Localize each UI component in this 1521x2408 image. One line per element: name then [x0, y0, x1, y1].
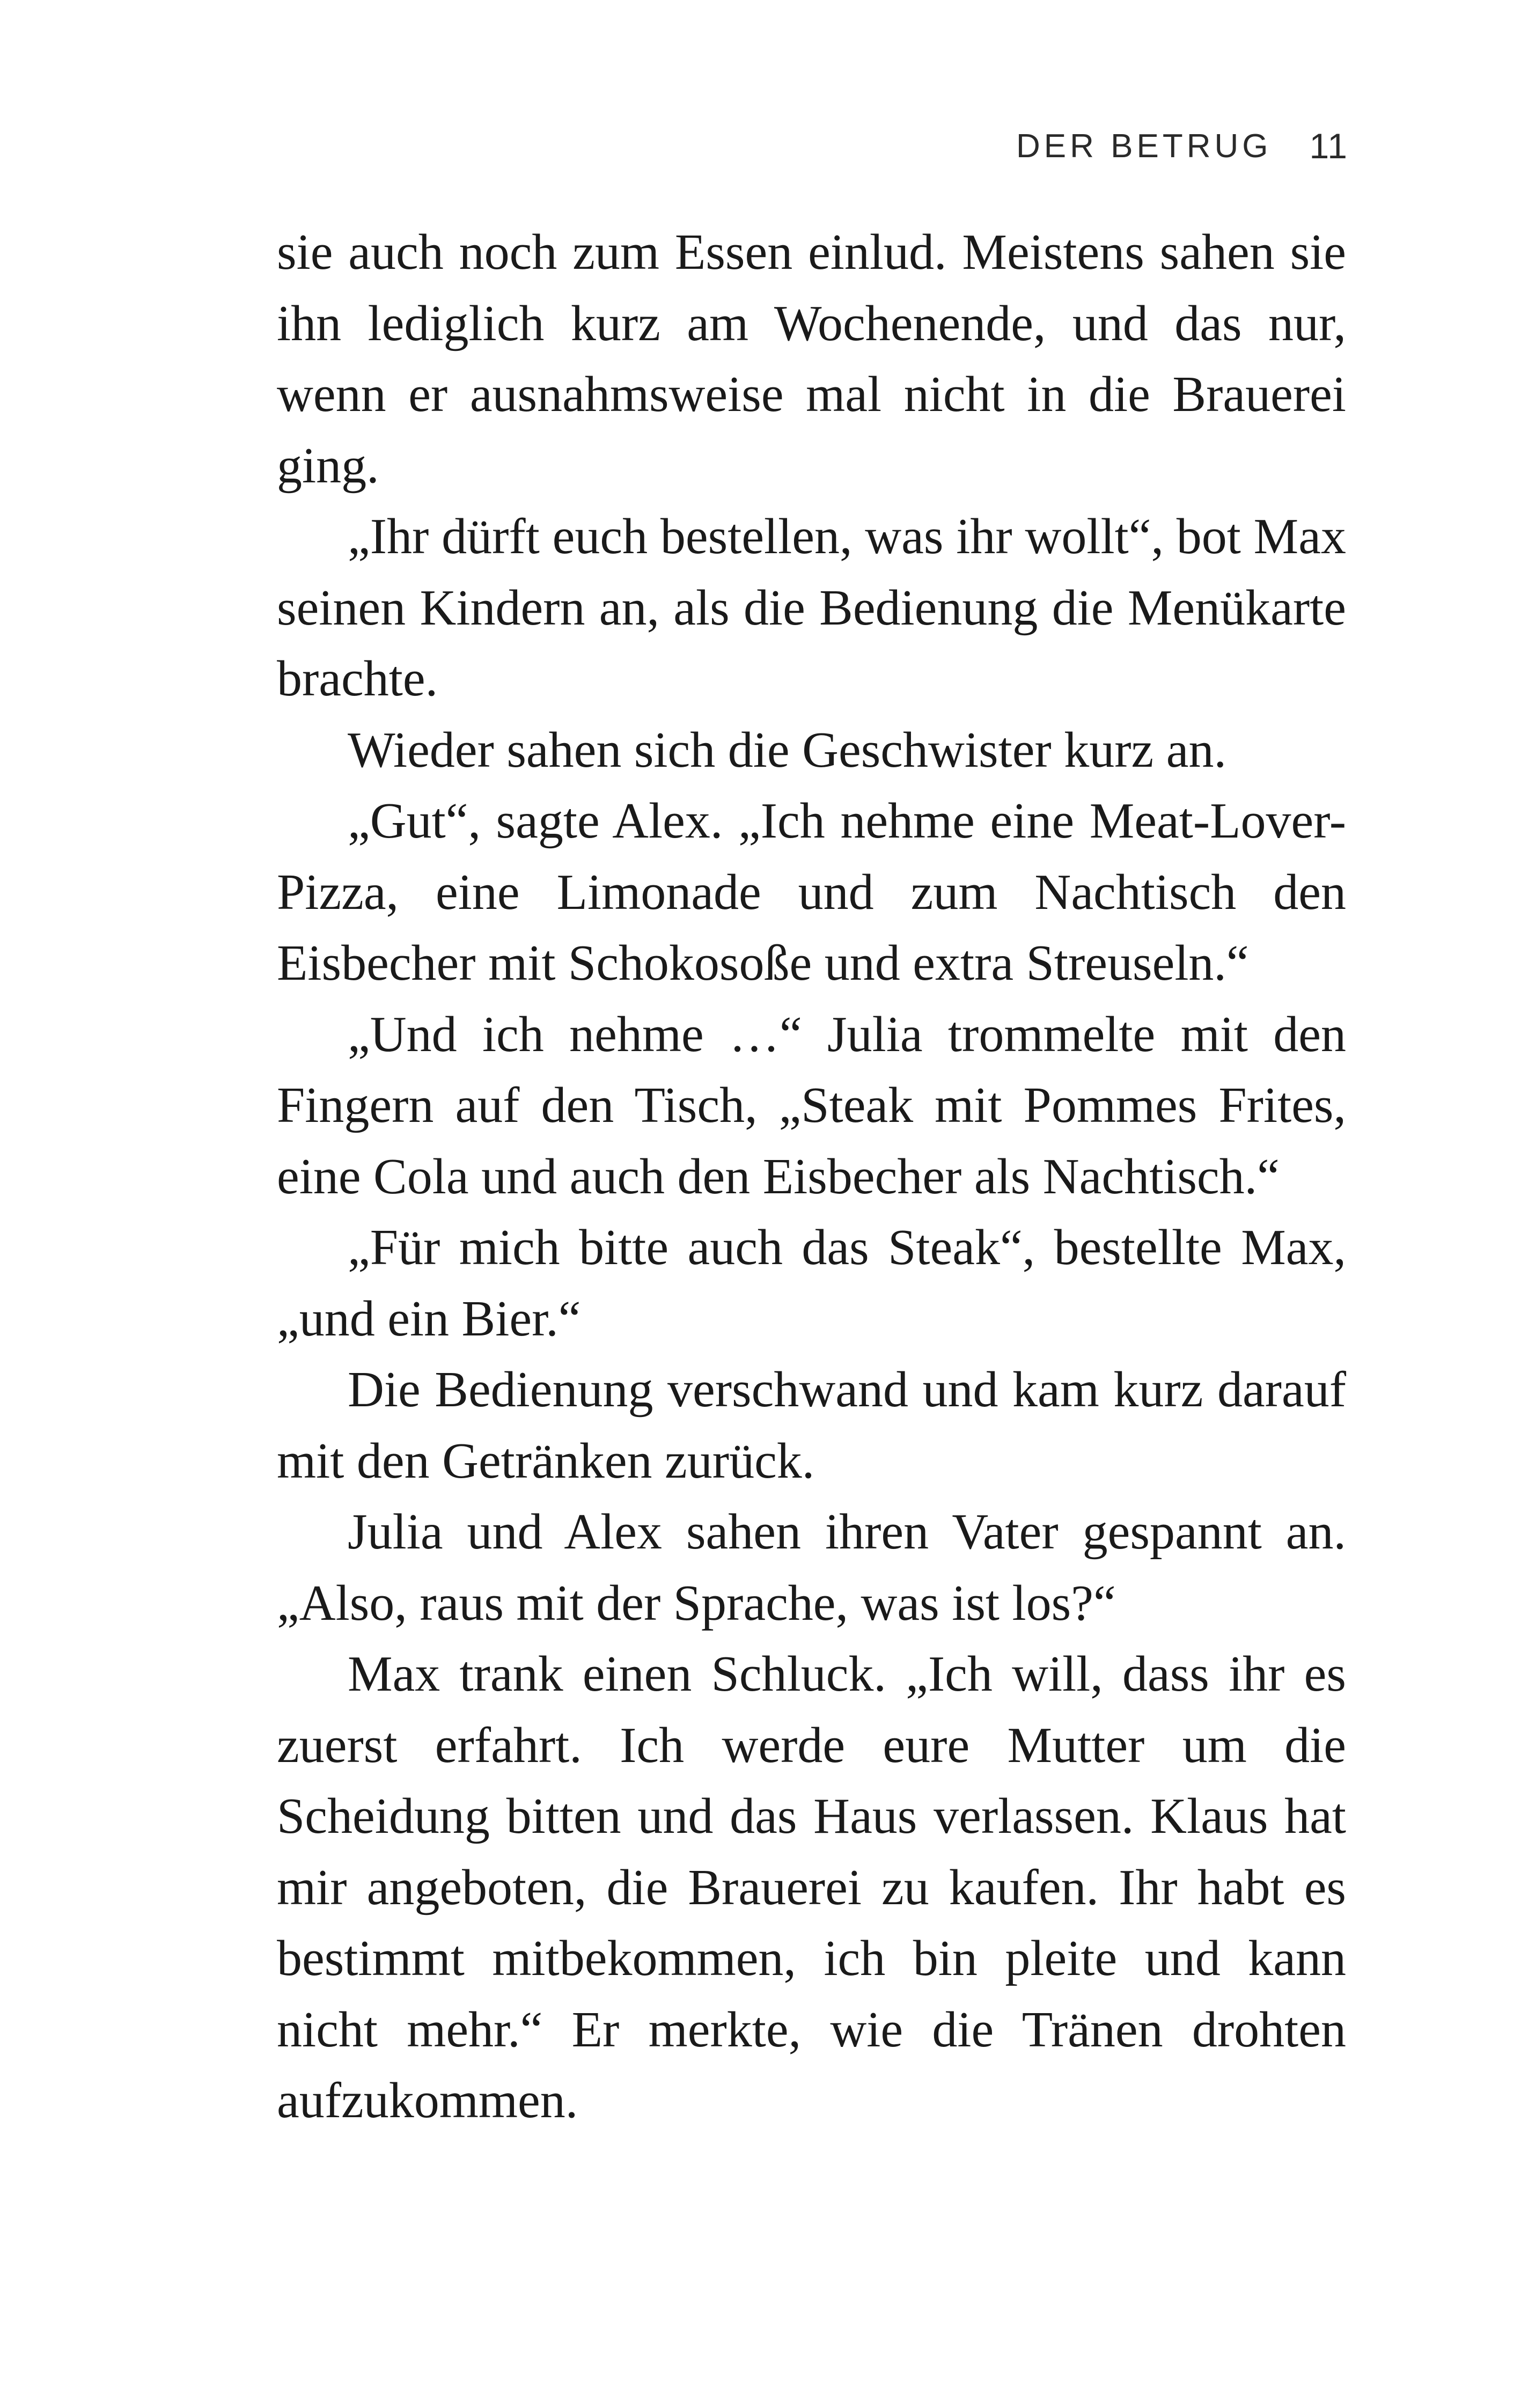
running-title: DER BETRUG	[1016, 127, 1272, 165]
paragraph: „Für mich bitte auch das Steak“, bestellte Max, „und ein Bier.“	[277, 1220, 1346, 1347]
paragraph: Julia und Alex sahen ihren Vater gespannt an. „Also, raus mit der Sprache, was ist los?“	[277, 1504, 1346, 1631]
body-text	[277, 217, 1346, 2137]
page-number: 11	[1309, 126, 1348, 166]
paragraph: Max trank einen Schluck. „Ich will, dass ihr es zuerst erfahrt. Ich werde eure Mutter um die Scheidung bitten und das Haus verlassen. Klaus hat mir angeboten, die Brauerei zu kaufen. Ihr habt es bestimmt mitbekommen, ich bin pleite und kann nicht mehr.“ Er merkte, wie die Tränen drohten aufzukommen.	[277, 1646, 1346, 2128]
paragraph: Wieder sahen sich die Geschwister kurz an.	[348, 722, 1226, 778]
paragraph: „Und ich nehme …“ Julia trommelte mit den Fingern auf den Tisch, „Steak mit Pommes Frites, eine Cola und auch den Eisbecher als Nachtisch.“	[277, 1006, 1346, 1205]
paragraph: Die Bedienung verschwand und kam kurz darauf mit den Getränken zurück.	[277, 1362, 1346, 1489]
running-head	[1016, 124, 1348, 167]
paragraph: sie auch noch zum Essen einlud. Meistens sahen sie ihn lediglich kurz am Wochenende, und das nur, wenn er ausnahmsweise mal nicht in die Brauerei ging.	[277, 224, 1346, 494]
paragraph: „Ihr dürft euch bestellen, was ihr wollt“, bot Max seinen Kindern an, als die Bedienung die Menükarte brachte.	[277, 509, 1346, 707]
paragraph: „Gut“, sagte Alex. „Ich nehme eine Meat-Lover-Pizza, eine Limonade und zum Nachtisch den Eisbecher mit Schokosoße und extra Streuseln.“	[277, 793, 1346, 991]
